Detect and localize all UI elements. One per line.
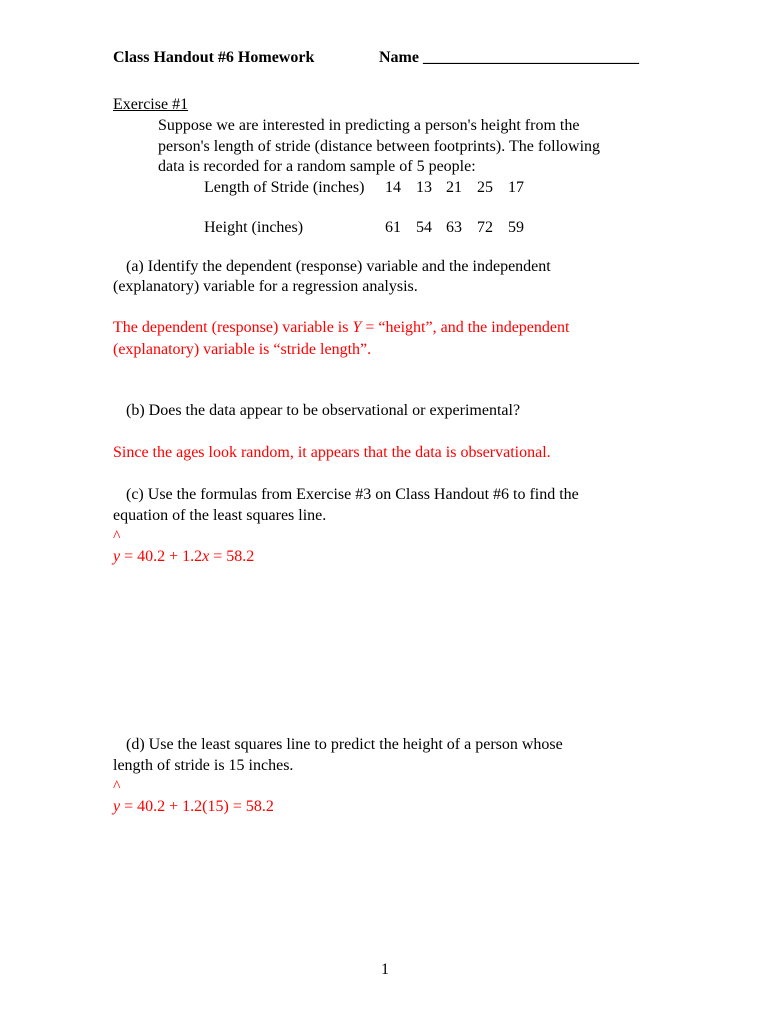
- height-value: 72: [477, 219, 493, 236]
- name-field-label: Name ___________________________: [379, 49, 639, 66]
- part-a-question: (a) Identify the dependent (response) variable and the independent: [126, 258, 551, 275]
- part-d-question: length of stride is 15 inches.: [113, 757, 294, 774]
- stride-row-label: Length of Stride (inches): [204, 179, 365, 196]
- answer-variable: Y: [352, 319, 362, 336]
- part-a-answer: (explanatory) variable is “stride length”.: [113, 341, 372, 358]
- part-a-answer: [113, 318, 569, 338]
- height-value: 61: [385, 219, 401, 236]
- part-d-answer: [113, 797, 274, 817]
- answer-text: The dependent (response) variable is: [113, 319, 353, 336]
- answer-text: = 40.2 + 1.2(15) = 58.2: [120, 798, 274, 815]
- intro-line: data is recorded for a random sample of 5 people:: [158, 158, 476, 175]
- part-b-question: (b) Does the data appear to be observational or experimental?: [126, 402, 521, 419]
- stride-value: 13: [416, 179, 432, 196]
- part-c-hat: ^: [113, 528, 121, 545]
- height-value: 59: [508, 219, 524, 236]
- document-title: Class Handout #6 Homework: [113, 49, 315, 66]
- stride-value: 17: [508, 179, 524, 196]
- answer-text: = 40.2 + 1.2: [120, 548, 203, 565]
- page-number: 1: [381, 961, 389, 978]
- part-c-question: (c) Use the formulas from Exercise #3 on Class Handout #6 to find the: [126, 486, 579, 503]
- answer-text: = 58.2: [209, 548, 255, 565]
- stride-value: 21: [446, 179, 462, 196]
- stride-value: 25: [477, 179, 493, 196]
- height-value: 63: [446, 219, 462, 236]
- part-c-answer: [113, 547, 254, 567]
- stride-value: 14: [385, 179, 401, 196]
- height-row-label: Height (inches): [204, 219, 304, 236]
- part-c-question: equation of the least squares line.: [113, 507, 327, 524]
- intro-line: Suppose we are interested in predicting a person's height from the: [158, 117, 580, 134]
- part-a-question: (explanatory) variable for a regression analysis.: [113, 278, 418, 295]
- answer-text: = “height”, and the independent: [361, 319, 570, 336]
- part-d-hat: ^: [113, 778, 121, 795]
- part-b-answer: Since the ages look random, it appears that the data is observational.: [113, 444, 551, 461]
- answer-variable: y: [113, 548, 121, 565]
- answer-variable: x: [202, 548, 210, 565]
- exercise-heading: Exercise #1: [113, 96, 189, 113]
- height-value: 54: [416, 219, 432, 236]
- answer-variable: y: [113, 798, 121, 815]
- intro-line: person's length of stride (distance between footprints). The following: [158, 138, 601, 155]
- part-d-question: (d) Use the least squares line to predict the height of a person whose: [126, 736, 563, 753]
